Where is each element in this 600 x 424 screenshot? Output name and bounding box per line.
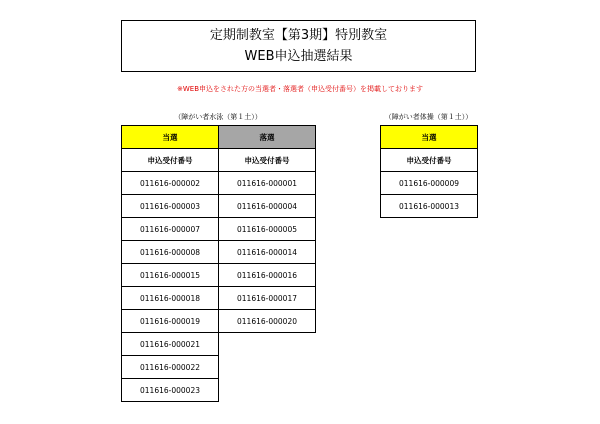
loser-number-cell: 011616-000016 — [219, 264, 316, 287]
loser-number-cell: 011616-000004 — [219, 195, 316, 218]
win-column-header: 申込受付番号 — [381, 149, 478, 172]
gymnastics-results-table — [380, 125, 478, 218]
loser-number-cell: 011616-000014 — [219, 241, 316, 264]
swimming-results-table — [121, 125, 316, 402]
table-row — [122, 241, 316, 264]
loser-number-cell — [219, 379, 316, 402]
win-column-header: 申込受付番号 — [122, 149, 219, 172]
winner-number-cell: 011616-000018 — [122, 287, 219, 310]
table-row — [381, 195, 478, 218]
page-subtitle: WEB申込抽選結果 — [244, 49, 353, 64]
notice-text: ※WEB申込をされた方の当選者・落選者（申込受付番号）を掲載しております — [176, 85, 423, 93]
winner-number-cell: 011616-000022 — [122, 356, 219, 379]
table-row — [122, 172, 316, 195]
table-row — [122, 287, 316, 310]
title-box — [121, 20, 476, 72]
table-row — [122, 218, 316, 241]
win-header: 当選 — [381, 126, 478, 149]
table-row — [122, 195, 316, 218]
table-row — [381, 172, 478, 195]
page-title: 定期制教室【第3期】特別教室 — [209, 28, 388, 43]
loser-number-cell: 011616-000020 — [219, 310, 316, 333]
winner-number-cell: 011616-000008 — [122, 241, 219, 264]
loser-number-cell: 011616-000017 — [219, 287, 316, 310]
table-row — [122, 264, 316, 287]
winner-number-cell: 011616-000007 — [122, 218, 219, 241]
winner-number-cell: 011616-000015 — [122, 264, 219, 287]
winner-number-cell: 011616-000013 — [381, 195, 478, 218]
lose-column-header: 申込受付番号 — [219, 149, 316, 172]
table-row — [122, 333, 316, 356]
loser-number-cell — [219, 356, 316, 379]
group-label-swimming: （障がい者水泳（第１土）） — [174, 113, 262, 121]
table-row — [122, 310, 316, 333]
loser-number-cell — [219, 333, 316, 356]
lose-header: 落選 — [219, 126, 316, 149]
table-row — [122, 379, 316, 402]
group-label-gymnastics: （障がい者体操（第１土）） — [384, 113, 473, 121]
winner-number-cell: 011616-000021 — [122, 333, 219, 356]
loser-number-cell: 011616-000001 — [219, 172, 316, 195]
win-header: 当選 — [122, 126, 219, 149]
winner-number-cell: 011616-000023 — [122, 379, 219, 402]
loser-number-cell: 011616-000005 — [219, 218, 316, 241]
table-row — [122, 356, 316, 379]
winner-number-cell: 011616-000009 — [381, 172, 478, 195]
winner-number-cell: 011616-000003 — [122, 195, 219, 218]
winner-number-cell: 011616-000002 — [122, 172, 219, 195]
winner-number-cell: 011616-000019 — [122, 310, 219, 333]
